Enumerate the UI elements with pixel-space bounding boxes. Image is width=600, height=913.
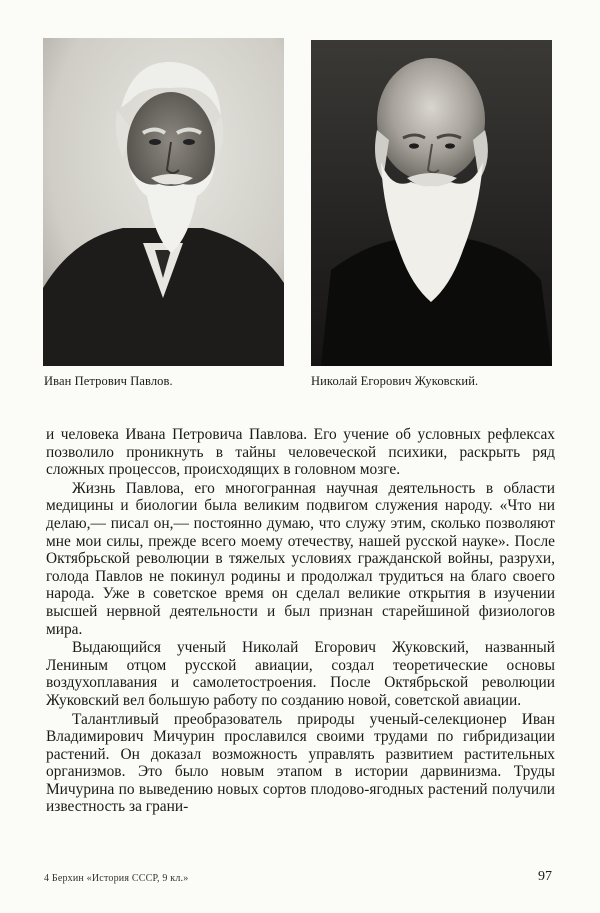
caption-pavlov: Иван Петрович Павлов. [44, 374, 173, 388]
portrait-zhukovsky [311, 40, 552, 366]
portrait-pavlov [43, 38, 284, 366]
caption-zhukovsky: Николай Егорович Жуковский. [311, 374, 479, 388]
footer-signature: 4 Берхин «История СССР, 9 кл.» [44, 873, 189, 884]
body-text [46, 426, 555, 816]
paragraph-pavlov: Жизнь Павлова, его многогранная научная деятельность в области медицины и биологии была великим подвигом служения народу. «Что ни делаю,— писал он,— постоянно думаю, что служу этим, сколько позволяют мне мои силы, прежде всего моему отечеству, нашей русской науке». После Октябрьской революции в тяжелых условиях гражданской войны, разрухи, голода Павлов не покинул родины и продолжал трудиться на благо своего народа. Уже в советское время он сделал великие открытия в изучении высшей нервной деятельности и был признан старейшиной физиологов мира. [46, 479, 555, 638]
paragraph-michurin: Талантливый преобразователь природы ученый-селекционер Иван Владимирович Мичурин прославился своими трудами по гибридизации растений. Он доказал возможность управлять развитием растительных организмов. Это было новым этапом в истории дарвинизма. Труды Мичурина по выведению новых сортов плодово-ягодных растений получили известность за грани- [46, 710, 555, 816]
paragraph-continuation: и человека Ивана Петровича Павлова. Его учение об условных рефлексах позволило проникнуть в тайны человеческой психики, раскрыть ряд сложных процессов, происходящих в головном мозге. [46, 426, 555, 479]
paragraph-zhukovsky: Выдающийся ученый Николай Егорович Жуковский, названный Лениным отцом русской авиации, создал теоретические основы воздухоплавания и самолетостроения. После Октябрьской революции Жуковский вел большую работу по созданию новой, советской авиации. [46, 639, 555, 709]
page-number: 97 [538, 869, 552, 884]
